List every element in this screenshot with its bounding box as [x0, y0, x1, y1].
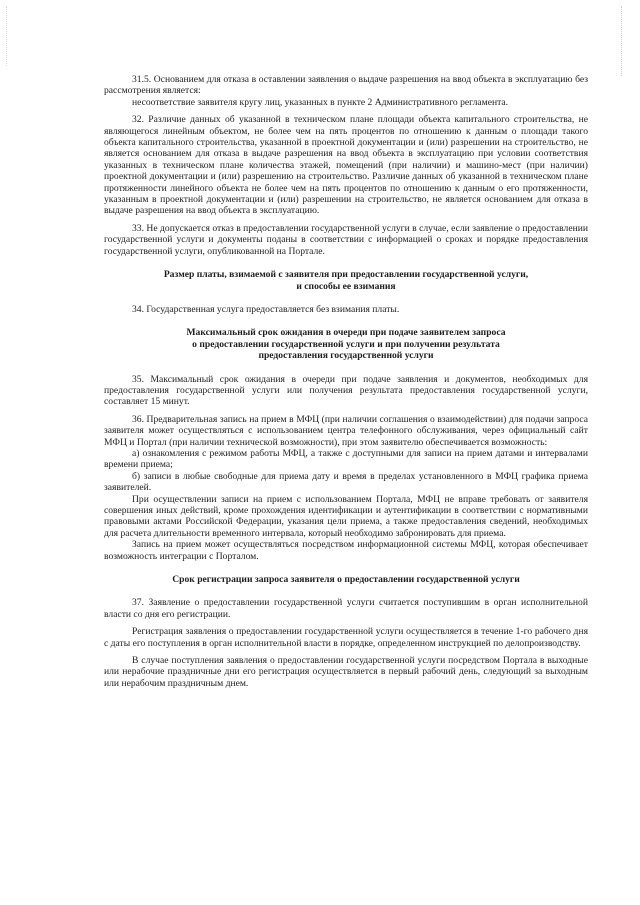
- spacer: [104, 362, 588, 374]
- document-page: [104, 74, 588, 689]
- scan-edge-mark-left: [6, 6, 9, 66]
- spacer: [104, 562, 588, 574]
- paragraph: несоответствие заявителя кругу лиц, указанных в пункте 2 Административного регламента.: [132, 96, 509, 108]
- paragraph: В случае поступления заявления о предоставлении государственной услуги посредством Портала в выходные или нерабочие праздничные дни его регистрация осуществляется в первый рабочий день, следующий за выходным или нерабочим праздничным днем.: [104, 655, 588, 689]
- spacer: [104, 292, 588, 304]
- paragraph: 32. Различие данных об указанной в техническом плане площади объекта капитального строительства, не являющегося линейным объектом, не более чем на пять процентов по отношению к данным о площади такого объекта капитального строительства, указанной в проектной документации и (или) разрешении на строительство, не является основанием для отказа в выдаче разрешения на ввод объекта в эксплуатацию при условии соответствия указанных в техническом плане количества этажей, помещений (при наличии) и машино-мест (при наличии) проектной документации и (или) разрешению на строительство. Различие данных об указанной в техническом плане протяженности линейного объекта не более чем на пять процентов по отношению к данным о его протяженности, указанным в проектной документации и (или) разрешении на строительство, не является основанием для отказа в выдаче разрешения на ввод объекта в эксплуатацию.: [104, 114, 588, 217]
- spacer: [104, 257, 588, 269]
- section-heading: Максимальный срок ожидания в очереди при подаче заявителем запроса: [186, 327, 506, 339]
- section-heading: и способы ее взимания: [296, 280, 396, 292]
- paragraph: а) ознакомления с режимом работы МФЦ, а также с доступными для записи на прием датами и интервалами времени приема;: [104, 447, 588, 471]
- scan-edge-mark-right: [619, 6, 622, 76]
- paragraph: б) записи в любые свободные для приема дату и время в пределах установленного в МФЦ графика приема заявителей.: [104, 470, 588, 494]
- section-heading: Срок регистрации запроса заявителя о предоставлении государственной услуги: [172, 574, 520, 586]
- spacer: [104, 585, 588, 597]
- paragraph: 35. Максимальный срок ожидания в очереди при подаче заявления и документов, необходимых для предоставления государственной услуги или получения результата предоставления государственной услуги, составляет 15 минут.: [104, 373, 588, 408]
- paragraph: 37. Заявление о предоставлении государственной услуги считается поступившим в орган исполнительной власти со дня его регистрации.: [104, 597, 588, 620]
- section-heading: о предоставлении государственной услуги и при получении результата: [192, 338, 500, 350]
- section-heading: Размер платы, взимаемой с заявителя при предоставлении государственной услуги,: [163, 269, 529, 281]
- paragraph: 34. Государственная услуга предоставляется без взимания платы.: [132, 303, 400, 315]
- paragraph: При осуществлении записи на прием с использованием Портала, МФЦ не вправе требовать от заявителя совершения иных действий, кроме прохождения идентификации и аутентификации в соответствии с нормативными правовыми актами Российской Федерации, указания цели приема, а также предоставления сведений, необходимых для расчета длительности временного интервала, который необходимо забронировать для приема.: [104, 493, 588, 539]
- paragraph: 36. Предварительная запись на прием в МФЦ (при наличии соглашения о взаимодействии) для подачи запроса заявителя может осуществляться с использованием центра телефонного обслуживания, через официальный сайт МФЦ и Портал (при наличии технической возможности), при этом заявителю обеспечивается возможность:: [104, 413, 588, 448]
- paragraph: 31.5. Основанием для отказа в оставлении заявления о выдаче разрешения на ввод объекта в эксплуатацию без рассмотрения является:: [104, 74, 588, 97]
- paragraph: 33. Не допускается отказ в предоставлении государственной услуги в случае, если заявление о предоставлении государственной услуги и документы поданы в соответствии с информацией о сроках и порядке предоставления государственной услуги, опубликованной на Портале.: [104, 222, 588, 257]
- paragraph: Запись на прием может осуществляться посредством информационной системы МФЦ, которая обеспечивает возможность интеграции с Порталом.: [104, 539, 588, 562]
- paragraph: Регистрация заявления о предоставлении государственной услуги осуществляется в течение 1-го рабочего дня с даты его поступления в орган исполнительной власти в порядке, определенном инструкцией по делопроизводству.: [104, 626, 588, 649]
- section-heading: предоставления государственной услуги: [258, 350, 434, 362]
- spacer: [104, 315, 588, 327]
